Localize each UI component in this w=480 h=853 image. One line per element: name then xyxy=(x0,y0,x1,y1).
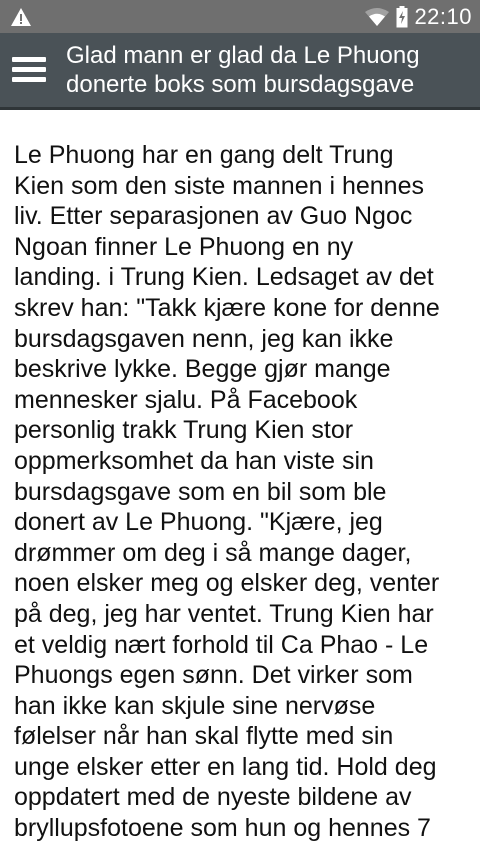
battery-charging-icon xyxy=(396,6,408,28)
article-content[interactable] xyxy=(0,110,480,853)
warning-icon xyxy=(10,7,32,27)
app-bar xyxy=(0,33,480,107)
status-bar xyxy=(0,0,480,33)
article-body: Le Phuong har en gang delt Trung Kien som den siste mannen i hennes liv. Etter separasjonen av Guo Ngoc Ngoan finner Le Phuong en ny landing. i Trung Kien. Ledsaget av det skrev han: "Takk kjære kone for denne bursdagsgaven nenn, jeg kan ikke beskrive lykke. Begge gjør mange mennesker sjalu. På Facebook personlig trakk Trung Kien stor oppmerksomhet da han viste sin bursdagsgave som en bil som ble donert av Le Phuong. "Kjære, jeg drømmer om deg i så mange dager, noen elsker meg og elsker deg, venter på deg, jeg har ventet. Trung Kien har et veldig nært forhold til Ca Phao - Le Phuongs egen sønn. Det virker som han ikke kan skjule sine nervøse følelser når han skal flytte med sin unge elsker etter en lang tid. Hold deg oppdatert med de nyeste bildene av bryllupsfotoene som hun og hennes 7 xyxy=(14,141,440,843)
status-left xyxy=(10,7,32,27)
menu-button[interactable] xyxy=(0,33,58,107)
page-title xyxy=(58,41,428,99)
hamburger-menu-icon xyxy=(12,57,46,83)
wifi-icon xyxy=(364,7,390,27)
status-clock: 22:10 xyxy=(414,4,472,29)
status-right xyxy=(364,0,472,33)
page-title-text: Glad mann er glad da Le Phuong donerte boks som bursdagsgave xyxy=(66,42,420,98)
